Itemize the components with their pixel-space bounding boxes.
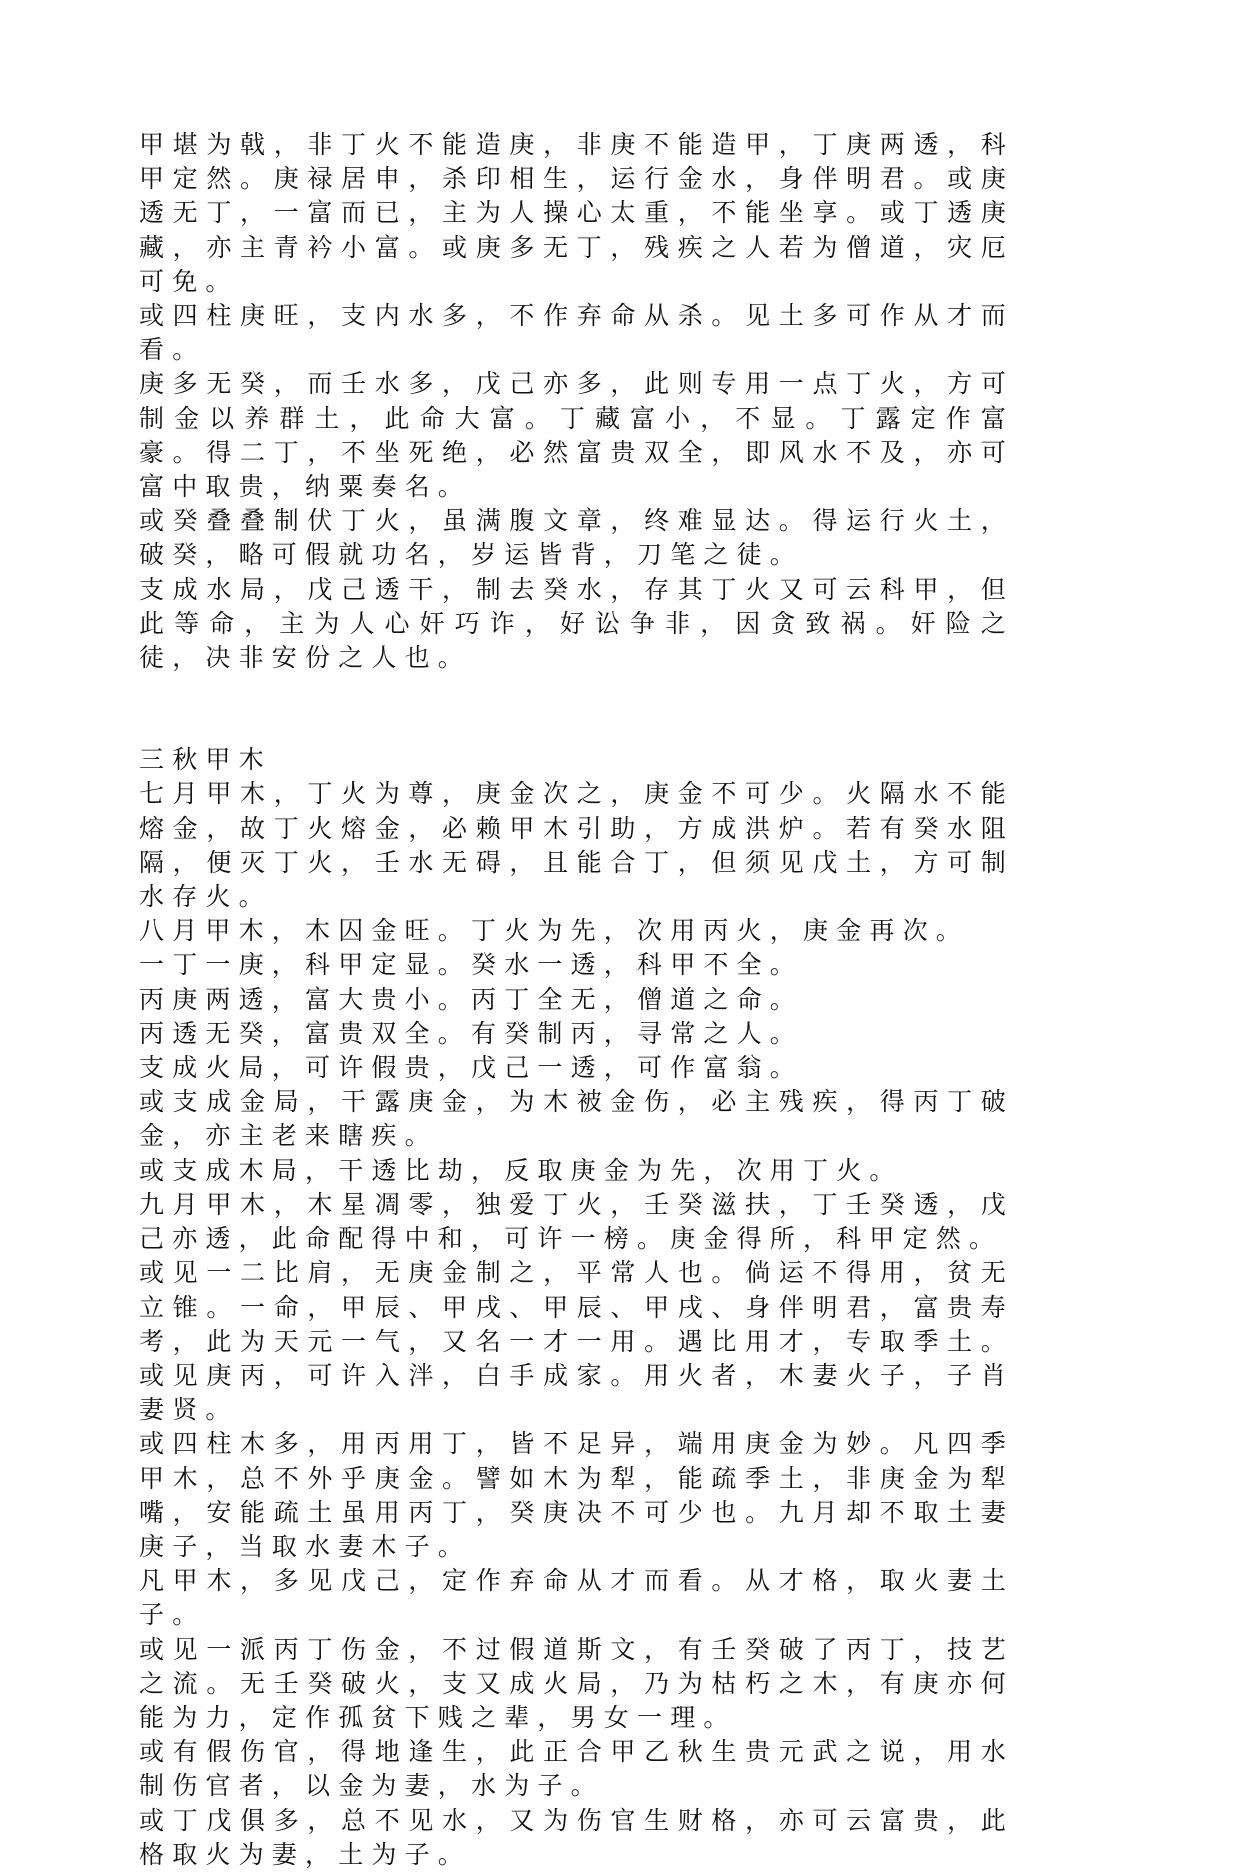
paragraph: 庚多无癸，而壬水多，戊己亦多，此则专用一点丁火，方可制金以养群土，此命大富。丁藏富小，不显。丁露定作富豪。得二丁，不坐死绝，必然富贵双全，即风水不及，亦可富中取贵，纳粟奏名。 [139,369,1014,502]
paragraph: 九月甲木，木星凋零，独爱丁火，壬癸滋扶，丁壬癸透，戊己亦透，此命配得中和，可许一榜。庚金得所，科甲定然。 [139,1189,1014,1254]
paragraph: 丙透无癸，富贵双全。有癸制丙，寻常之人。 [139,1018,804,1048]
paragraph: 或四柱庚旺，支内水多，不作弃命从杀。见土多可作从才而看。 [139,301,1014,365]
paragraph: 或支成木局，干透比劫，反取庚金为先，次用丁火。 [139,1155,903,1185]
paragraph: 凡甲木，多见戊己，定作弃命从才而看。从才格，取火妻土子。 [139,1566,1014,1630]
paragraph: 一丁一庚，科甲定显。癸水一透，科甲不全。 [139,950,804,980]
section-autumn-jia-wood [139,743,1014,1872]
paragraph: 八月甲木，木囚金旺。丁火为先，次用丙火，庚金再次。 [139,916,970,946]
paragraph: 丙庚两透，富大贵小。丙丁全无，僧道之命。 [139,984,804,1014]
paragraph: 或癸叠叠制伏丁火，虽满腹文章，终难显达。得运行火土，破癸，略可假就功名，岁运皆背，刀笔之徒。 [139,506,1014,570]
section-spacer [139,675,1014,743]
paragraph: 或四柱木多，用丙用丁，皆不足异，端用庚金为妙。凡四季甲木，总不外乎庚金。譬如木为犁，能疏季土，非庚金为犁嘴，安能疏土虽用丙丁，癸庚决不可少也。九月却不取土妻庚子，当取水妻木子。 [139,1429,1014,1561]
paragraph: 支成水局，戊己透干，制去癸水，存其丁火又可云科甲，但此等命，主为人心奸巧诈，好讼争非，因贪致祸。奸险之徒，决非安份之人也。 [139,574,1014,673]
paragraph: 或有假伤官，得地逢生，此正合甲乙秋生贵元武之说，用水制伤官者，以金为妻，水为子。 [139,1737,1014,1801]
paragraph: 或支成金局，干露庚金，为木被金伤，必主残疾，得丙丁破金，亦主老来瞎疾。 [139,1087,1014,1151]
paragraph: 甲堪为戟，非丁火不能造庚，非庚不能造甲，丁庚两透，科甲定然。庚禄居申，杀印相生，运行金水，身伴明君。或庚透无丁，一富而已，主为人操心太重，不能坐享。或丁透庚藏，亦主青衿小富。或庚多无丁，残疾之人若为僧道，灾厄可免。 [139,130,1014,296]
section-geng-ding [139,128,1014,675]
section-heading: 三秋甲木 [139,745,272,775]
document-page [139,128,1014,1872]
paragraph: 支成火局，可许假贵，戊己一透，可作富翁。 [139,1053,804,1083]
paragraph: 或丁戊俱多，总不见水，又为伤官生财格，亦可云富贵，此格取火为妻，土为子。 [139,1805,1014,1869]
paragraph: 或见一二比肩，无庚金制之，平常人也。倘运不得用，贫无立锥。一命，甲辰、甲戌、甲辰、甲戌、身伴明君，富贵寿考，此为天元一气，又名一才一用。遇比用才，专取季土。或见庚丙，可许入泮，白手成家。用火者，木妻火子，子肖妻贤。 [139,1258,1014,1425]
paragraph: 或见一派丙丁伤金，不过假道斯文，有壬癸破了丙丁，技艺之流。无壬癸破火，支又成火局，乃为枯朽之木，有庚亦何能为力，定作孤贫下贱之辈，男女一理。 [139,1634,1014,1732]
paragraph: 七月甲木，丁火为尊，庚金次之，庚金不可少。火隔水不能熔金，故丁火熔金，必赖甲木引助，方成洪炉。若有癸水阻隔，便灭丁火，壬水无碍，且能合丁，但须见戊土，方可制水存火。 [139,779,1014,912]
